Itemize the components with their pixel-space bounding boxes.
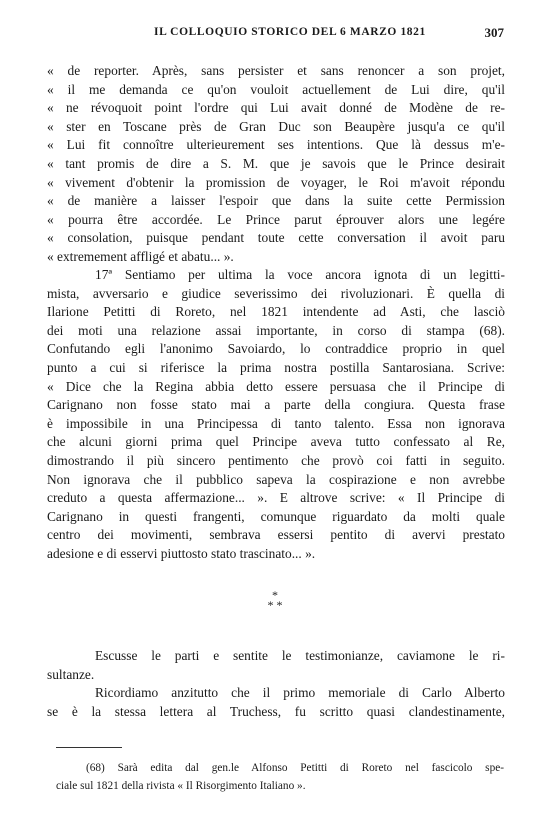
text-line: « de reporter. Après, sans persister et sans renoncer a son projet, xyxy=(47,63,505,78)
page-number: 307 xyxy=(484,25,504,40)
text-line: Carignano non fosse stato mai a parte della congiura. Questa frase xyxy=(47,397,505,413)
text-line: sultanze. xyxy=(47,666,95,682)
text-line: « il me demanda ce qu'on vouloit actuellement de Lui dire, qu'il xyxy=(47,81,505,97)
running-title: IL COLLOQUIO STORICO DEL 6 MARZO 1821 xyxy=(154,26,426,38)
text-line: dei moti una relazione assai importante, in corso di stampa (68). xyxy=(47,322,505,338)
text-line: « consolation, puisque pendant toute cette conversation il avoit paru xyxy=(47,230,505,246)
footnote-rule xyxy=(56,747,122,748)
text-line: Ricordiamo anzitutto che il primo memoriale di Carlo Alberto xyxy=(95,685,505,701)
text-line: « extremement affligé et abatu... ». xyxy=(47,248,234,264)
paragraph-17 xyxy=(47,266,505,564)
text-line: mista, avversario e giudice severissimo dei rivoluzionari. È quella di xyxy=(47,285,505,301)
page-header xyxy=(48,26,504,46)
text-line: « Dice che la Regina abbia detto essere persuasa che il Principe di xyxy=(47,378,505,394)
footnote-68 xyxy=(56,759,504,795)
asterism-bottom: * * xyxy=(267,598,283,612)
text-line: « Lui fit connoître ulterieurement ses intentions. Que là dessus m'e- xyxy=(47,137,505,153)
text-line: Carignano in questi frangenti, comunque riguardato da molti quale xyxy=(47,508,505,524)
text-line: « pourra être accordée. Le Prince parut éprouver alors une legére xyxy=(47,211,505,227)
text-line: dimostrando il più sincero pentimento che provò coi fatti in seguito. xyxy=(47,452,505,468)
footnote-line: ciale sul 1821 della rivista « Il Risorgimento Italiano ». xyxy=(56,780,306,792)
text-line: Ilarione Petitti di Roreto, nel 1821 intendente ad Asti, che lasciò xyxy=(47,304,505,320)
text-line: Non ignorava che il pubblico sapeva la cospirazione e non avrebbe xyxy=(47,471,505,487)
text-line: Confutando egli l'anonimo Savoiardo, lo contraddice proprio in quel xyxy=(47,341,505,357)
text-line: « ster en Toscane près de Gran Duc son Beaupère jusqu'a ce qu'il xyxy=(47,118,505,134)
asterism-top: * xyxy=(272,588,278,602)
text-line: che alcuni giorni prima quel Principe aveva tutto confessato al Re, xyxy=(47,434,505,450)
text-line: adesione e di esservi piuttosto stato trascinato... ». xyxy=(47,545,316,561)
text-line: Escusse le parti e sentite le testimonianze, caviamone le ri- xyxy=(95,648,505,663)
text-line: « tant promis de dire a S. M. que je savois que le Prince desirait xyxy=(47,155,505,171)
text-line: centro dei movimenti, sembrava essersi pentito di avervi prestato xyxy=(47,527,505,543)
text-line: creduto a questa affermazione... ». E altrove scrive: « Il Principe di xyxy=(47,490,505,506)
text-line: « vivement d'obtenir la promission de voyager, le Roi m'avoit répondu xyxy=(47,174,505,190)
footnote-line: (68) Sarà edita dal gen.le Alfonso Petitti di Roreto nel fascicolo spe- xyxy=(86,762,504,774)
section-break-asterism xyxy=(0,590,550,610)
text-line: « ne révoquoit point l'ordre qui Lui avait donné de Modène de re- xyxy=(47,100,505,116)
text-line: se è la stessa lettera al Truchess, fu scritto quasi clandestinamente, xyxy=(47,703,505,719)
closing-paragraphs xyxy=(47,647,505,721)
text-line: « de manière a laisser l'espoir que dans la suite cette Permission xyxy=(47,193,505,209)
text-line: 17ª Sentiamo per ultima la voce ancora ignota di un legitti- xyxy=(95,267,505,282)
text-line: è impossibile in una Principessa di tanto talento. Essa non ignorava xyxy=(47,415,505,431)
french-quotation xyxy=(47,62,505,267)
text-line: punto a cui si riferisce la prima nostra postilla Santarosiana. Scrive: xyxy=(47,359,505,375)
